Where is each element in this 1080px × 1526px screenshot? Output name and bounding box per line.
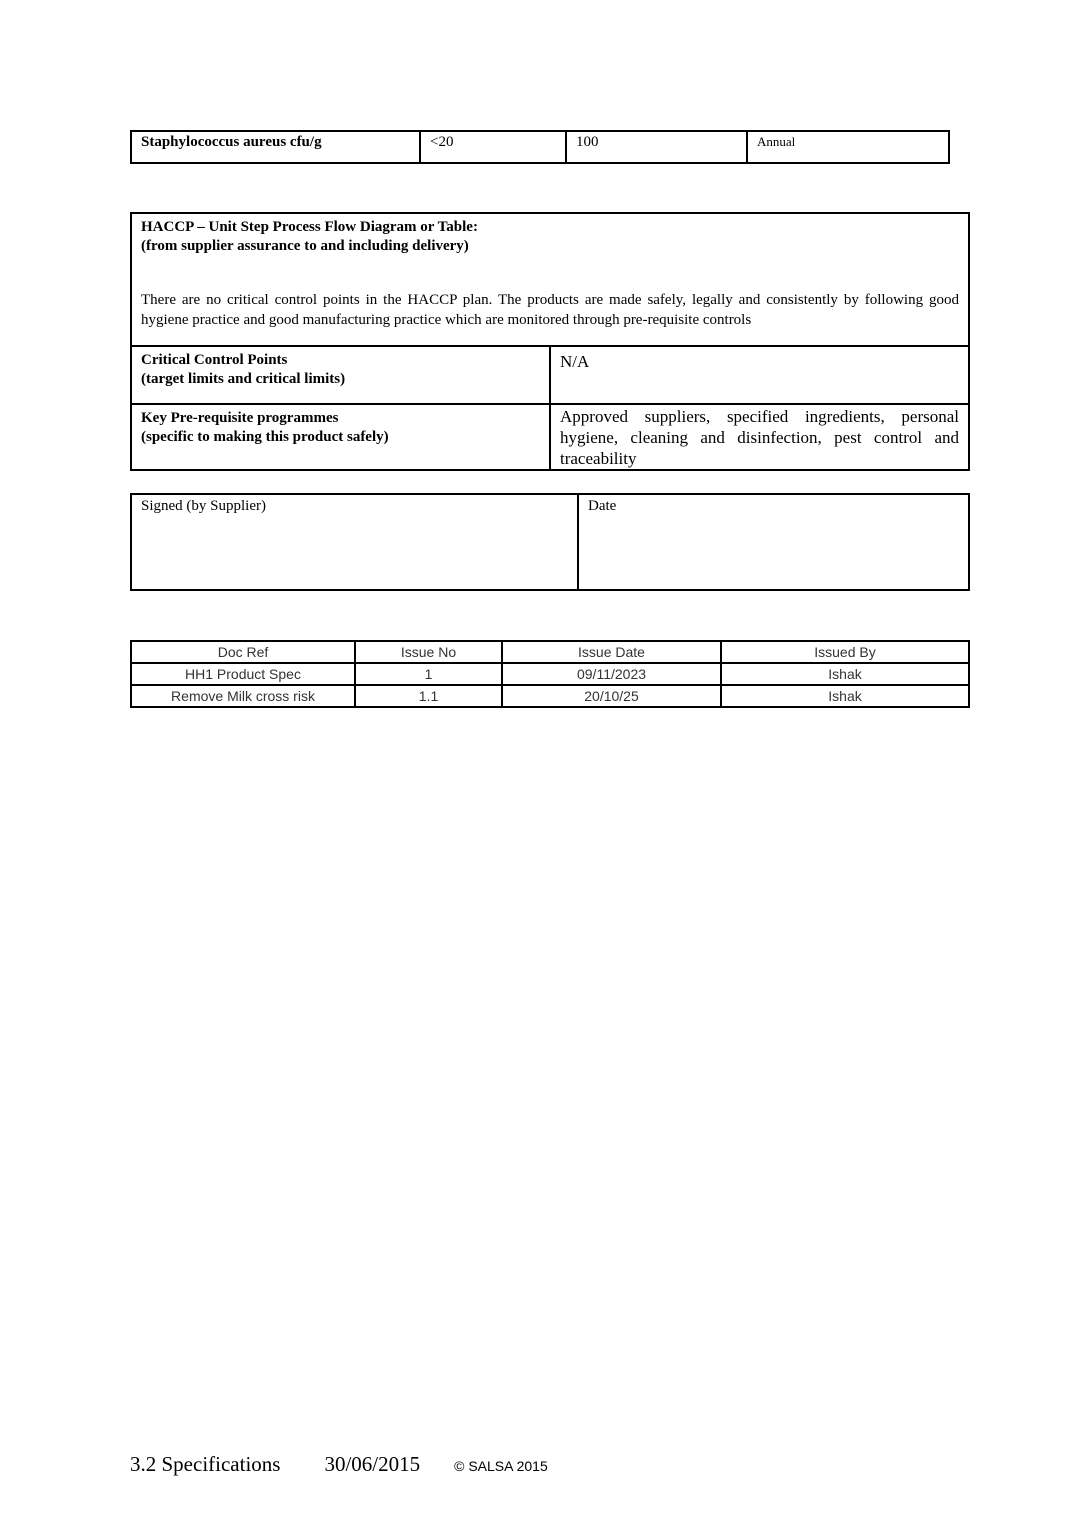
limit-cell: 100	[566, 131, 747, 163]
haccp-subheading: (from supplier assurance to and including delivery)	[141, 238, 469, 254]
prp-label: Key Pre-requisite programmes	[141, 410, 339, 426]
haccp-heading: HACCP – Unit Step Process Flow Diagram or Table:	[141, 219, 478, 235]
issue-no-cell: 1	[355, 663, 502, 685]
doc-ref-cell: HH1 Product Spec	[131, 663, 355, 685]
header-issued-by: Issued By	[721, 641, 969, 663]
haccp-paragraph: There are no critical control points in the HACCP plan. The products are made safely, legally and consistently by following good hygiene practice and good manufacturing practice which are monitored through pre-requisite controls	[141, 292, 959, 328]
haccp-header-row	[131, 213, 969, 346]
signature-table	[130, 493, 970, 591]
footer-date: 30/06/2015	[324, 1452, 421, 1476]
header-doc-ref: Doc Ref	[131, 641, 355, 663]
doc-control-table	[130, 640, 970, 708]
haccp-table	[130, 212, 970, 471]
signed-label: Signed (by Supplier)	[141, 498, 266, 514]
issued-by-cell: Ishak	[721, 663, 969, 685]
prp-value-cell	[550, 404, 969, 470]
ccp-value-cell	[550, 346, 969, 404]
table-row	[131, 131, 949, 163]
footer-section: 3.2 Specifications	[130, 1452, 281, 1476]
doc-ref-cell: Remove Milk cross risk	[131, 685, 355, 707]
table-row	[131, 685, 969, 707]
micro-criteria-table	[130, 130, 950, 164]
doc-control-header-row	[131, 641, 969, 663]
header-issue-no: Issue No	[355, 641, 502, 663]
signed-cell[interactable]	[131, 494, 578, 590]
ccp-value: N/A	[560, 352, 590, 371]
ccp-row	[131, 346, 969, 404]
prp-label-cell	[131, 404, 550, 470]
issue-date-cell: 20/10/25	[502, 685, 721, 707]
issued-by-cell: Ishak	[721, 685, 969, 707]
target-cell: <20	[420, 131, 566, 163]
prp-sublabel: (specific to making this product safely)	[141, 429, 389, 445]
frequency-cell: Annual	[747, 131, 949, 163]
prp-value: Approved suppliers, specified ingredients, personal hygiene, cleaning and disinfection, pest control and traceability	[560, 407, 959, 468]
signature-row	[131, 494, 969, 590]
issue-no-cell: 1.1	[355, 685, 502, 707]
table-row	[131, 663, 969, 685]
ccp-label: Critical Control Points	[141, 352, 288, 368]
issue-date-cell: 09/11/2023	[502, 663, 721, 685]
date-label: Date	[588, 498, 617, 514]
header-issue-date: Issue Date	[502, 641, 721, 663]
prp-row	[131, 404, 969, 470]
footer-copyright: © SALSA 2015	[454, 1458, 548, 1474]
ccp-label-cell	[131, 346, 550, 404]
page-footer	[130, 1452, 548, 1482]
parameter-cell: Staphylococcus aureus cfu/g	[131, 131, 420, 163]
ccp-sublabel: (target limits and critical limits)	[141, 371, 346, 387]
date-cell[interactable]	[578, 494, 969, 590]
haccp-header-cell	[131, 213, 969, 346]
